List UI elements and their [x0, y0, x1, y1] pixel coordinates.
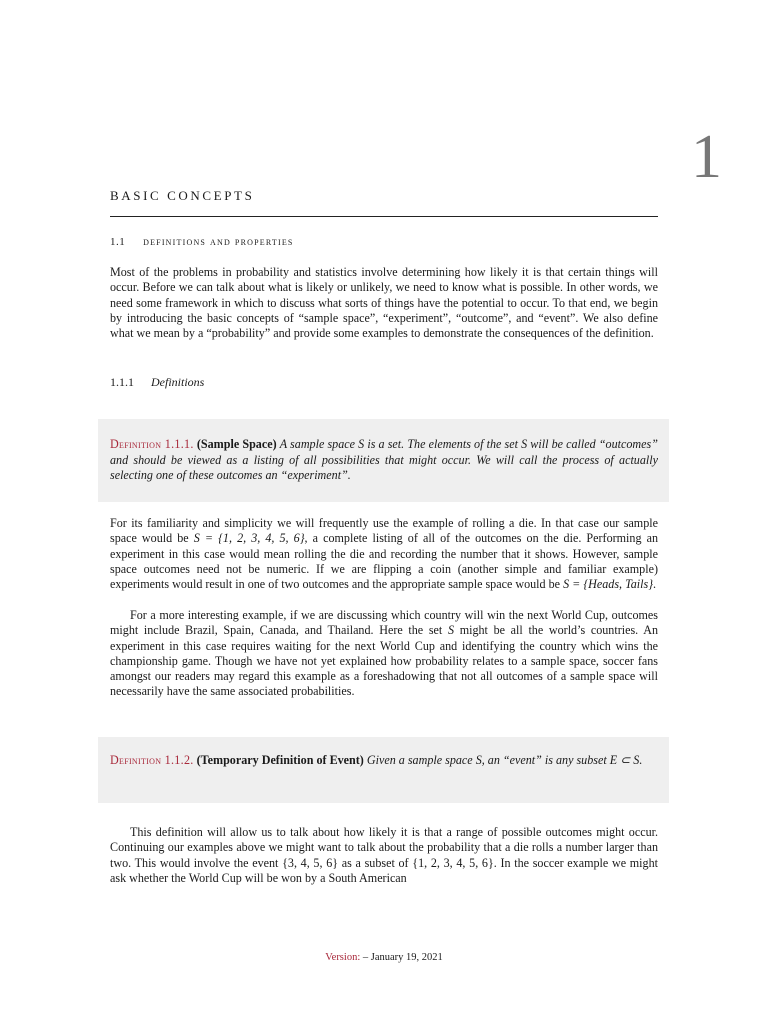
definition-text [110, 753, 658, 769]
footer-separator: – [360, 952, 371, 963]
section-title: definitions and properties [143, 236, 294, 248]
chapter-rule [110, 216, 658, 217]
paragraph-event-example: This definition will allow us to talk about how likely it is that a range of possible outcomes might occur. Continuing our examples above we might want to talk about the probability that a die rolls a number larger than two. This would involve the event {3, 4, 5, 6} as a subset of {1, 2, 3, 4, 5, 6}. In the soccer example we might ask whether the World Cup will be won by a South American [110, 825, 658, 885]
chapter-number: 1 [691, 123, 722, 191]
chapter-title: BASIC CONCEPTS [110, 188, 255, 203]
subsection-number: 1.1.1 [110, 375, 134, 389]
definition-name: (Sample Space) [196, 437, 277, 451]
intro-paragraph: Most of the problems in probability and statistics involve determining how likely it is that certain things will occur. Before we can talk about what is likely or unlikely, we need to know what is possible. In other words, we need some framework in which to discuss what sorts of things have the potential to occur. To that end, we begin by introducing the basic concepts of “sample space”, “experiment”, “outcome”, and “event”. We also define what we mean by a “probability” and provide some examples to demonstrate the consequences of the definition. [110, 265, 658, 341]
math-die-sample-space: S = {1, 2, 3, 4, 5, 6} [193, 531, 305, 546]
section-number: 1.1 [110, 236, 126, 248]
subsection-heading [110, 375, 204, 390]
definition-label: Definition 1.1.1. [110, 437, 194, 451]
math-coin-sample-space: S = {Heads, Tails} [563, 577, 654, 592]
footer-version-label: Version: [325, 952, 361, 963]
paragraph-die-example: For its familiarity and simplicity we will frequently use the example of rolling a die. In that case our sample space would be S = {1, 2, 3, 4, 5, 6}, a complete listing of all of the outcomes on the die. Performing an experiment in this case would mean rolling the die and recording the number that it shows. However, sample space outcomes need not be numeric. If we are flipping a coin (another simple and familiar example) experiments would result in one of two outcomes and the appropriate sample space would be S = {Heads, Tails}. [110, 516, 658, 592]
definition-body: A sample space S is a set. The elements of the set S will be called “outcomes” and should be viewed as a listing of all possibilities that might occur. We will call the process of actually selecting one of these outcomes an “experiment”. [110, 437, 658, 482]
paragraph-worldcup-example: For a more interesting example, if we are discussing which country will win the next World Cup, outcomes might include Brazil, Spain, Canada, and Thailand. Here the set S might be all the world’s countries. An experiment in this case requires waiting for the next World Cup and identifying the country which wins the championship game. Though we have not yet explained how probability relates to a sample space, soccer fans amongst our readers may regard this example as a foreshadowing that not all outcomes of a sample space will necessarily have the same associated probabilities. [110, 608, 658, 699]
definition-box-sample-space [98, 419, 669, 502]
definition-text [110, 437, 658, 484]
page-footer [0, 952, 768, 963]
definition-box-event [98, 737, 669, 803]
definition-body: Given a sample space S, an “event” is any subset E ⊂ S. [366, 753, 643, 767]
footer-date: January 19, 2021 [370, 952, 443, 963]
section-heading [110, 236, 294, 248]
definition-name: (Temporary Definition of Event) [196, 753, 364, 767]
definition-label: Definition 1.1.2. [110, 753, 194, 767]
subsection-title: Definitions [151, 375, 205, 389]
